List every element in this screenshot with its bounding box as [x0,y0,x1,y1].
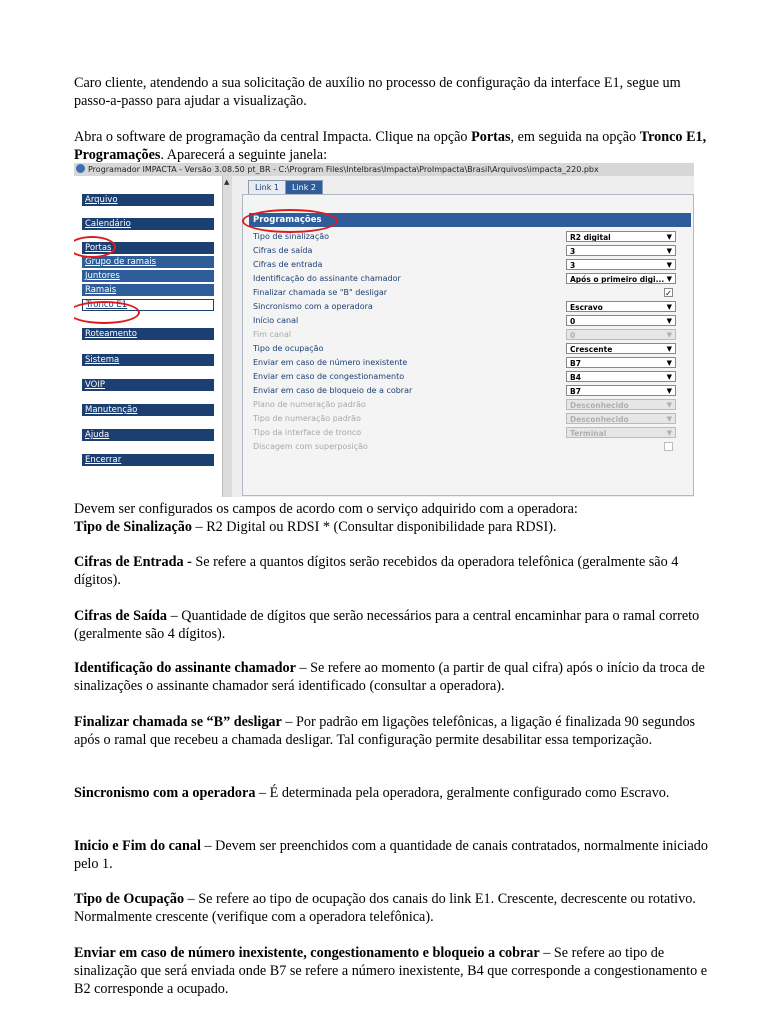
row-tipo-numeracao [253,412,689,426]
finalizar-chamada-checkbox[interactable]: ✓ [665,289,672,298]
sidebar-item-voip[interactable]: VOIP [82,379,214,391]
row-label: Tipo de sinalização [253,232,330,241]
tipo-sinalizacao-select[interactable]: R2 digital ▼ [566,231,676,242]
section-intro [74,500,714,536]
chevron-down-icon: ▼ [666,317,672,325]
section-inicio-fim-canal-body: – Devem ser preenchidos com a quantidade de canais contratados, normalmente iniciado pelo 1. [74,838,708,872]
tipo-ocupacao-select[interactable]: Crescente ▼ [566,343,676,354]
section-sincronismo-body: – É determinada pela operadora, geralmente configurado como Escravo. [255,785,670,801]
instruction-tronco: Tronco E1, Programações [74,129,707,163]
chevron-down-icon: ▼ [666,331,672,339]
sidebar-item-manutencao[interactable]: Manutenção [82,404,214,416]
row-label: Identificação do assinante chamador [253,274,401,283]
row-sincronismo [253,300,689,314]
row-discagem-superposicao [253,440,689,454]
section-tipo-ocupacao [74,890,714,926]
sidebar-item-portas[interactable]: Portas [82,242,214,254]
scrollbar[interactable] [222,176,232,497]
section-cifras-entrada-title: Cifras de Entrada - [74,554,196,570]
row-label: Fim canal [253,330,292,339]
row-label: Sincronismo com a operadora [253,302,373,311]
section-finalizar-chamada [74,713,714,749]
section-tipo-ocupacao-title: Tipo de Ocupação [74,891,185,907]
row-label: Enviar em caso de congestionamento [253,372,405,381]
tab-link-2[interactable]: Link 2 [285,180,323,194]
sidebar-item-ramais[interactable]: Ramais [82,284,214,296]
sidebar-item-roteamento[interactable]: Roteamento [82,328,214,340]
chevron-down-icon: ▼ [666,303,672,311]
row-bloqueio-a-cobrar [253,384,689,398]
row-tipo-interface [253,426,689,440]
section-tipo-sinalizacao-body: – R2 Digital ou RDSI * (Consultar disponibilidade para RDSI). [192,519,557,535]
row-inicio-canal [253,314,689,328]
row-identificacao-assinante [253,272,689,286]
sidebar-item-grupo-de-ramais[interactable]: Grupo de ramais [82,256,214,268]
window-title: Programador IMPACTA - Versão 3.08.50 pt_BR - C:\Program Files\Intelbras\Impacta\ProImpacta\Brasil\Arquivos\impacta_220.pbx [88,165,599,174]
section-tipo-ocupacao-body: – Se refere ao tipo de ocupação dos canais do link E1. Crescente, decrescente ou rotativo. Normalmente crescente (verifique com a operadora telefônica). [74,891,696,925]
bloqueio-cobrar-select[interactable]: B7 ▼ [566,385,676,396]
section-inicio-fim-canal [74,837,714,873]
intro-text: Caro cliente, atendendo a sua solicitação de auxílio no processo de configuração da interface E1, segue um passo-a-passo para ajudar a visualização. [74,75,681,109]
chevron-down-icon: ▼ [666,233,672,241]
discagem-superposicao-checkbox[interactable] [664,442,673,451]
plano-numeracao-select[interactable]: Desconhecido ▼ [566,399,676,410]
chevron-down-icon: ▼ [666,275,672,283]
sidebar-item-arquivo[interactable]: Arquivo [82,194,214,206]
row-label: Tipo de ocupação [253,344,324,353]
sidebar-item-juntores[interactable]: Juntores [82,270,214,282]
section-enviar-em-caso [74,944,714,998]
section-identificacao-body: – Se refere ao momento (a partir de qual cifra) após o início da troca de sinalizações o assinante chamador será identificado (consultar a operadora). [74,660,705,694]
panel-title: Programações [249,213,691,227]
numero-inexistente-select[interactable]: B7 ▼ [566,357,676,368]
section-identificacao [74,659,714,695]
section-tipo-sinalizacao-title: Tipo de Sinalização [74,519,192,535]
section-finalizar-chamada-title: Finalizar chamada se “B” desligar [74,714,282,730]
row-label: Cifras de entrada [253,260,323,269]
chevron-down-icon: ▼ [666,359,672,367]
tipo-interface-select[interactable]: Terminal ▼ [566,427,676,438]
chevron-down-icon: ▼ [666,345,672,353]
row-label: Finalizar chamada se "B" desligar [253,288,388,297]
instruction-text-c: , em seguida na opção [510,129,640,145]
sidebar [74,176,222,497]
congestionamento-select[interactable]: B4 ▼ [566,371,676,382]
row-congestionamento [253,370,689,384]
row-numero-inexistente [253,356,689,370]
section-cifras-saida-title: Cifras de Saída [74,608,168,624]
row-label: Início canal [253,316,299,325]
chevron-down-icon: ▼ [666,247,672,255]
row-label: Enviar em caso de bloqueio de a cobrar [253,386,413,395]
tipo-numeracao-select[interactable]: Desconhecido ▼ [566,413,676,424]
section-cifras-entrada [74,553,714,589]
cifras-saida-select[interactable]: 3 ▼ [566,245,676,256]
row-label: Enviar em caso de número inexistente [253,358,408,367]
section-sincronismo-title: Sincronismo com a operadora [74,785,256,801]
row-fim-canal [253,328,689,342]
chevron-down-icon: ▼ [666,261,672,269]
sidebar-item-calendario[interactable]: Calendário [82,218,214,230]
sidebar-item-tronco-e1[interactable]: Tronco E1 [82,299,214,311]
chevron-down-icon: ▼ [666,387,672,395]
section-identificacao-title: Identificação do assinante chamador [74,660,296,676]
programacoes-panel [242,194,694,496]
section-inicio-fim-canal-title: Inicio e Fim do canal [74,838,201,854]
section-enviar-em-caso-title: Enviar em caso de número inexistente, congestionamento e bloqueio a cobrar [74,945,540,961]
chevron-down-icon: ▼ [666,415,672,423]
tab-link-1[interactable]: Link 1 [248,180,286,194]
row-cifras-de-entrada [253,258,689,272]
section-cifras-entrada-body: Se refere a quantos dígitos serão recebidos da operadora telefônica (geralmente são 4 dígitos). [74,554,679,588]
sidebar-item-sistema[interactable]: Sistema [82,354,214,366]
highlight-programacoes [242,209,338,233]
fim-canal-select[interactable]: 0 ▼ [566,329,676,340]
row-label: Cifras de saída [253,246,313,255]
section-sincronismo [74,784,714,802]
app-icon [76,164,85,173]
section-enviar-em-caso-body: – Se refere ao tipo de sinalização que será enviada onde B7 se refere a número inexistente, B4 que corresponde a congestionamento e B2 corresponde a ocupado. [74,945,708,997]
row-finalizar-chamada [253,286,689,300]
row-label: Plano de numeração padrão [253,400,366,409]
chevron-down-icon: ▼ [666,401,672,409]
sidebar-item-ajuda[interactable]: Ajuda [82,429,214,441]
section-cifras-saida [74,607,714,643]
row-plano-numeracao [253,398,689,412]
row-tipo-ocupacao [253,342,689,356]
instruction-text-e: . Aparecerá a seguinte janela: [160,147,328,163]
row-cifras-de-saida [253,244,689,258]
cifras-entrada-select[interactable]: 3 ▼ [566,259,676,270]
row-label: Discagem com superposição [253,442,368,451]
row-label: Tipo da interface de tronco [253,428,362,437]
scroll-up-icon[interactable]: ▲ [224,178,230,186]
section-intro-text: Devem ser configurados os campos de acordo com o serviço adquirido com a operadora: [74,501,578,517]
section-finalizar-chamada-body: – Por padrão em ligações telefônicas, a ligação é finalizada 90 segundos após o ramal que recebeu a chamada desligar. Tal configuração permite desabilitar essa temporização. [74,714,696,748]
sidebar-item-encerrar[interactable]: Encerrar [82,454,214,466]
sincronismo-select[interactable]: Escravo ▼ [566,301,676,312]
instruction-paragraph [74,128,714,164]
instruction-portas: Portas [471,129,511,145]
row-label: Tipo de numeração padrão [253,414,361,423]
chevron-down-icon: ▼ [666,373,672,381]
row-tipo-de-sinalizacao [253,230,689,244]
identificacao-assinante-select[interactable]: Após o primeiro digi... ▼ [566,273,676,284]
section-cifras-saida-body: – Quantidade de dígitos que serão necessários para a central encaminhar para o ramal correto (geralmente são 4 dígitos). [74,608,700,642]
software-window-screenshot [74,163,694,497]
chevron-down-icon: ▼ [666,429,672,437]
instruction-text-a: Abra o software de programação da central Impacta. Clique na opção [74,129,472,145]
intro-paragraph [74,74,714,110]
inicio-canal-select[interactable]: 0 ▼ [566,315,676,326]
window-titlebar [74,163,694,176]
